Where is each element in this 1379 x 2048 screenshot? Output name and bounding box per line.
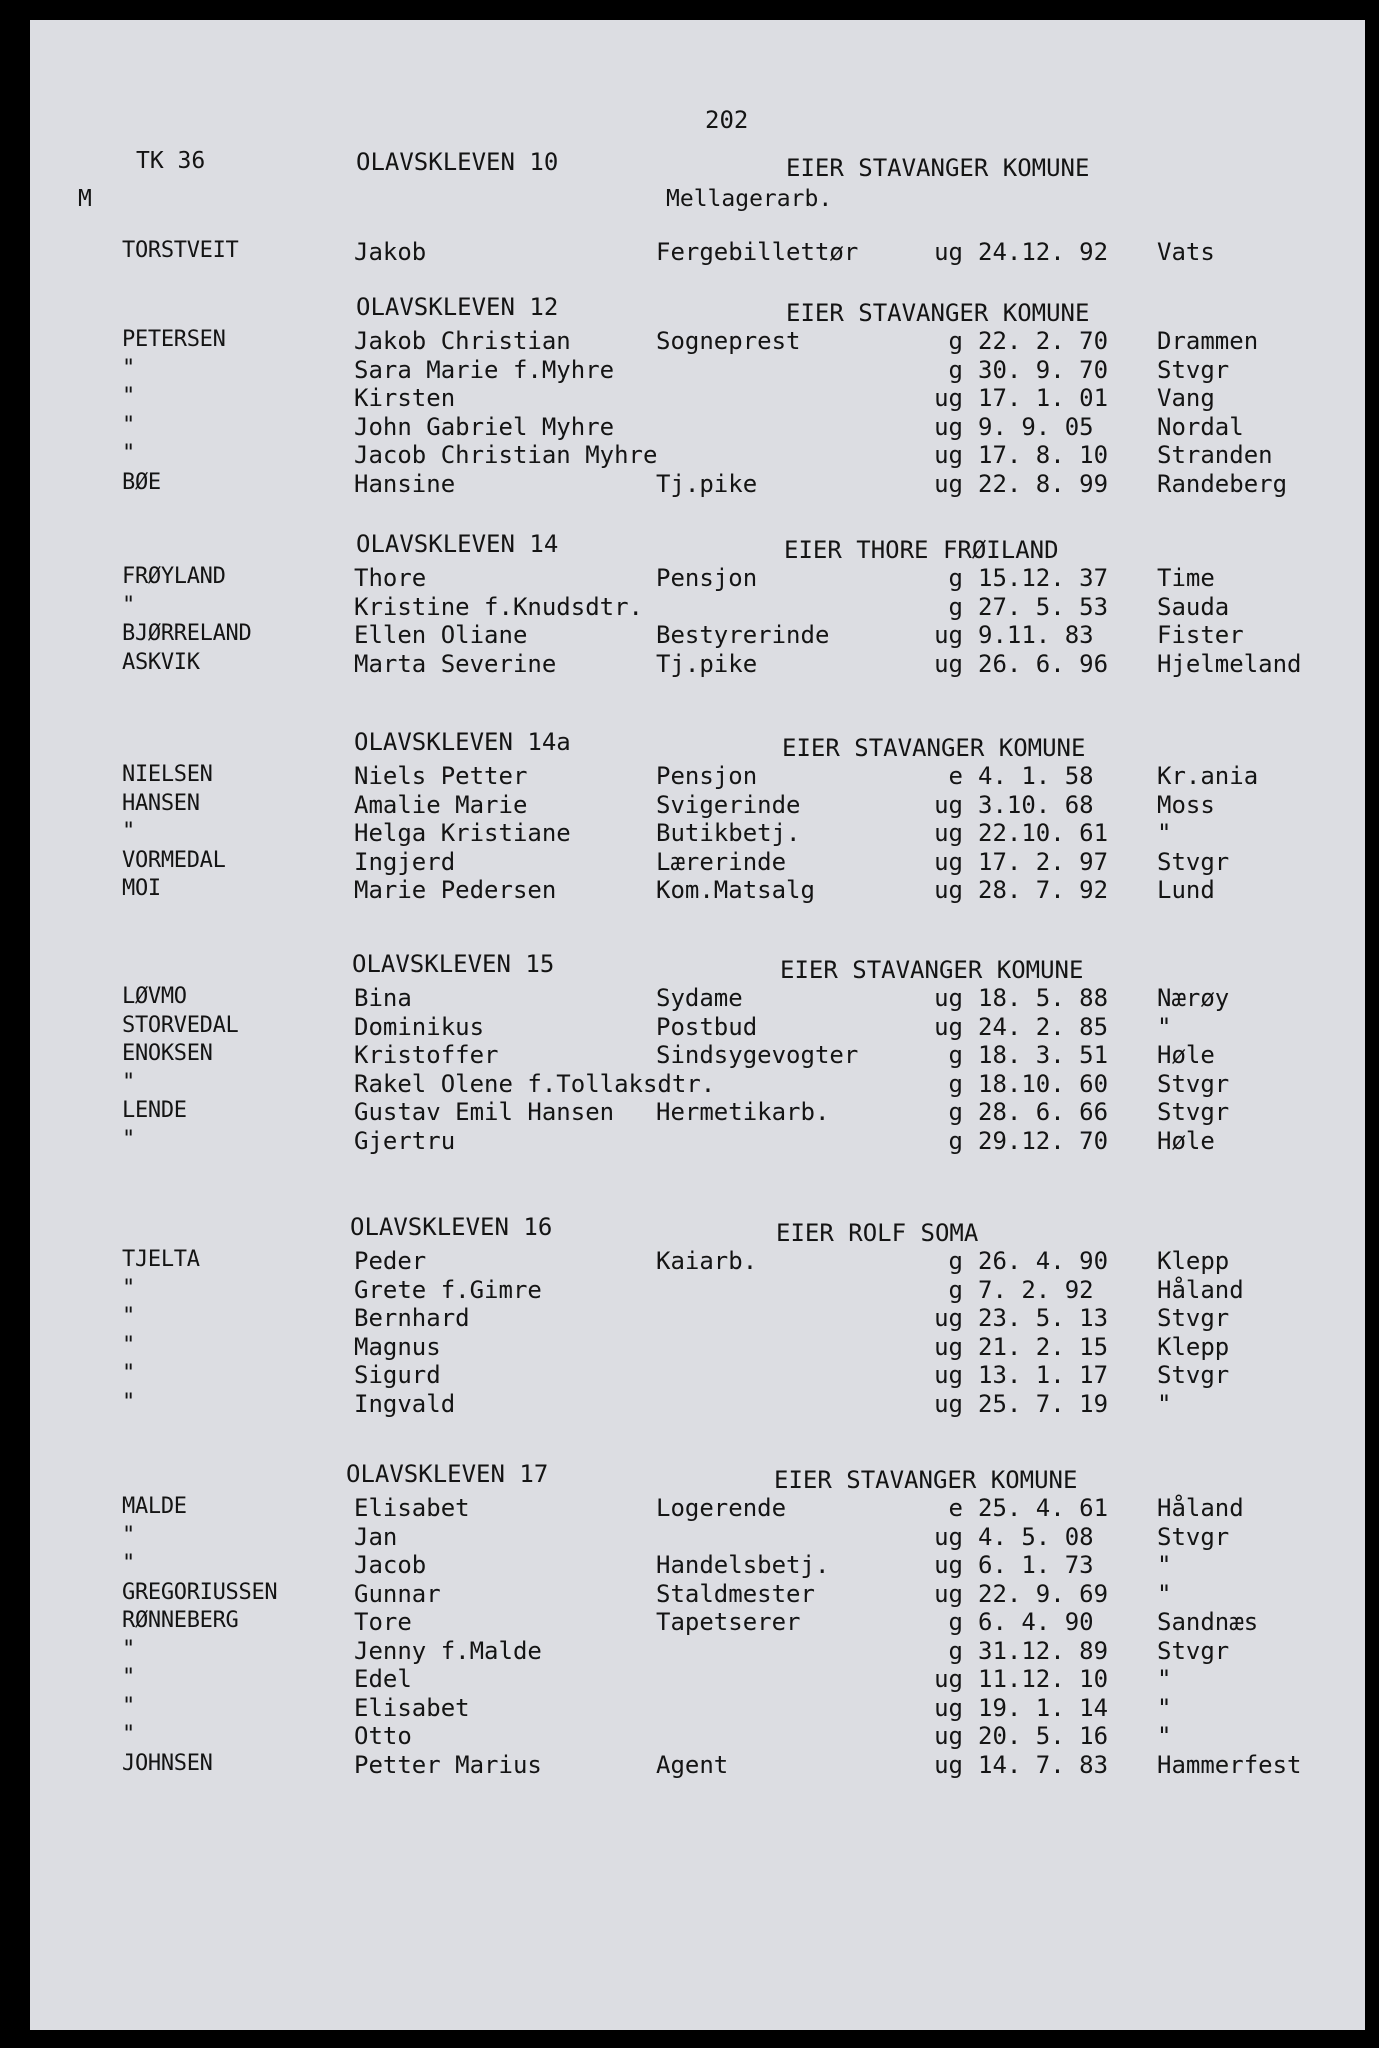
resident-given-name: Peder — [354, 1247, 427, 1275]
resident-surname: GREGORIUSSEN — [122, 1579, 278, 1605]
resident-given-name: Niels Petter — [354, 762, 528, 790]
resident-surname: ASKVIK — [122, 649, 200, 675]
owner-label: EIER STAVANGER KOMUNE — [780, 956, 1084, 984]
resident-row — [30, 1361, 1365, 1390]
resident-given-name: Gjertru — [354, 1126, 456, 1155]
birth-place: Sandnæs — [1157, 1608, 1259, 1636]
resident-occupation: Sogneprest — [656, 327, 801, 355]
marital-status: g — [948, 1126, 963, 1155]
resident-occupation: Sydame — [656, 984, 743, 1012]
resident-row — [30, 1098, 1365, 1127]
resident-row — [30, 1523, 1365, 1552]
resident-row — [30, 791, 1365, 820]
resident-given-name: Gustav Emil Hansen — [354, 1098, 615, 1126]
resident-row — [30, 1637, 1365, 1666]
marital-status: g — [948, 355, 963, 384]
resident-surname: " — [122, 441, 135, 466]
marital-status: g — [948, 1247, 963, 1275]
marital-status: ug — [934, 1389, 963, 1418]
resident-surname: MOI — [122, 876, 161, 901]
birth-date: 3.10. 68 — [978, 790, 1094, 819]
birth-place: Stvgr — [1157, 1361, 1230, 1389]
address-title: OLAVSKLEVEN 16 — [350, 1213, 553, 1241]
resident-given-name: Petter Marius — [354, 1750, 542, 1779]
resident-surname: " — [122, 1665, 135, 1690]
resident-surname: BJØRRELAND — [122, 621, 252, 646]
resident-surname: " — [122, 1636, 135, 1662]
document-page — [30, 20, 1365, 2030]
birth-date: 18. 3. 51 — [978, 1041, 1109, 1069]
resident-row — [30, 1694, 1365, 1723]
marital-status: ug — [934, 469, 963, 498]
birth-place: Vats — [1157, 238, 1215, 266]
birth-place: " — [1157, 819, 1172, 847]
resident-occupation: Pensjon — [656, 564, 758, 592]
resident-given-name: Thore — [354, 564, 427, 592]
birth-place: Nordal — [1157, 412, 1244, 441]
resident-row — [30, 1751, 1365, 1780]
resident-given-name: Ingjerd — [354, 847, 456, 876]
birth-date: 17. 8. 10 — [978, 441, 1109, 469]
birth-place: Nærøy — [1157, 984, 1230, 1012]
marital-status: ug — [934, 1665, 963, 1693]
resident-row — [30, 1127, 1365, 1156]
resident-surname: JOHNSEN — [122, 1750, 213, 1776]
marital-status: ug — [934, 649, 963, 678]
birth-date: 24.12. 92 — [978, 238, 1109, 266]
resident-occupation: Pensjon — [656, 762, 758, 790]
resident-occupation: Kaiarb. — [656, 1247, 758, 1275]
resident-given-name: Elisabet — [354, 1494, 470, 1522]
birth-place: Håland — [1157, 1275, 1244, 1304]
birth-date: 9.11. 83 — [978, 621, 1094, 649]
resident-surname: " — [122, 819, 135, 844]
marital-status: ug — [934, 1304, 963, 1332]
resident-list — [30, 762, 1365, 905]
resident-given-name: Dominikus — [354, 1012, 485, 1041]
birth-date: 30. 9. 70 — [978, 355, 1109, 384]
resident-row — [30, 1580, 1365, 1609]
birth-place: Hjelmeland — [1157, 649, 1302, 678]
birth-place: Randeberg — [1157, 469, 1288, 498]
owner-label: EIER THORE FRØILAND — [784, 536, 1059, 564]
resident-surname: FRØYLAND — [122, 564, 226, 589]
resident-surname: " — [122, 1275, 135, 1301]
resident-surname: " — [122, 592, 135, 618]
birth-place: Stvgr — [1157, 1636, 1230, 1665]
birth-date: 9. 9. 05 — [978, 412, 1094, 441]
owner-label: EIER STAVANGER KOMUNE — [786, 299, 1090, 327]
resident-given-name: Magnus — [354, 1332, 441, 1361]
resident-occupation: Tapetserer — [656, 1608, 801, 1636]
resident-surname: LENDE — [122, 1098, 187, 1123]
resident-occupation: Butikbetj. — [656, 819, 801, 847]
marital-status: ug — [934, 876, 963, 904]
birth-place: Høle — [1157, 1126, 1215, 1155]
resident-surname: BØE — [122, 469, 161, 495]
resident-surname: MALDE — [122, 1494, 187, 1519]
marital-status: ug — [934, 384, 963, 412]
resident-row — [30, 564, 1365, 593]
resident-row — [30, 441, 1365, 470]
resident-surname: " — [122, 1693, 135, 1719]
birth-place: Vang — [1157, 384, 1215, 412]
resident-occupation: Tj.pike — [656, 649, 758, 678]
birth-date: 22.10. 61 — [978, 819, 1109, 847]
marital-status: ug — [934, 1361, 963, 1389]
address-title: OLAVSKLEVEN 10 — [356, 148, 559, 176]
resident-given-name: Kirsten — [354, 384, 456, 412]
resident-given-name: Jacob Christian Myhre — [354, 441, 658, 469]
birth-place: Stvgr — [1157, 1304, 1230, 1332]
birth-date: 23. 5. 13 — [978, 1304, 1109, 1332]
birth-place: " — [1157, 1389, 1172, 1418]
marital-status: ug — [934, 412, 963, 441]
resident-row — [30, 1665, 1365, 1694]
resident-occupation: Svigerinde — [656, 790, 801, 819]
document-header — [30, 148, 1365, 188]
resident-occupation: Staldmester — [656, 1579, 815, 1608]
owner-label: EIER ROLF SOMA — [776, 1219, 979, 1247]
resident-surname: RØNNEBERG — [122, 1608, 239, 1633]
birth-place: Stvgr — [1157, 1069, 1230, 1098]
resident-row — [30, 327, 1365, 356]
owner-label: EIER STAVANGER KOMUNE — [786, 154, 1090, 182]
marital-status: g — [948, 1069, 963, 1098]
birth-date: 27. 5. 53 — [978, 592, 1109, 621]
resident-occupation: Hermetikarb. — [656, 1098, 830, 1126]
resident-given-name: Marie Pedersen — [354, 876, 557, 904]
resident-given-name: Bernhard — [354, 1304, 470, 1332]
marital-status: ug — [934, 847, 963, 876]
resident-given-name: Edel — [354, 1665, 412, 1693]
resident-list — [30, 327, 1365, 498]
marital-status: ug — [934, 238, 963, 266]
resident-surname: " — [122, 1361, 135, 1386]
marital-status: ug — [934, 819, 963, 847]
resident-given-name: Amalie Marie — [354, 790, 528, 819]
birth-place: Hammerfest — [1157, 1750, 1302, 1779]
resident-occupation: Handelsbetj. — [656, 1551, 830, 1579]
resident-surname: " — [122, 412, 135, 438]
resident-surname: LØVMO — [122, 984, 187, 1009]
resident-given-name: Jenny f.Malde — [354, 1636, 542, 1665]
resident-given-name: Tore — [354, 1608, 412, 1636]
marital-status: ug — [934, 1693, 963, 1722]
resident-row — [30, 762, 1365, 791]
resident-given-name: Helga Kristiane — [354, 819, 571, 847]
birth-date: 29.12. 70 — [978, 1126, 1109, 1155]
marital-status: ug — [934, 790, 963, 819]
resident-surname: TJELTA — [122, 1247, 200, 1272]
resident-surname: " — [122, 384, 135, 409]
birth-date: 20. 5. 16 — [978, 1722, 1109, 1750]
resident-row — [30, 593, 1365, 622]
birth-place: " — [1157, 1012, 1172, 1041]
resident-given-name: Jakob Christian — [354, 327, 571, 355]
margin-letter: M — [78, 186, 92, 212]
marital-status: ug — [934, 1332, 963, 1361]
resident-given-name: Marta Severine — [354, 649, 557, 678]
resident-row — [30, 470, 1365, 499]
birth-place: " — [1157, 1579, 1172, 1608]
birth-date: 11.12. 10 — [978, 1665, 1109, 1693]
birth-place: Fister — [1157, 621, 1244, 649]
marital-status: ug — [934, 1522, 963, 1551]
birth-place: Stvgr — [1157, 1098, 1230, 1126]
resident-row — [30, 1013, 1365, 1042]
resident-surname: " — [122, 1389, 135, 1415]
birth-date: 21. 2. 15 — [978, 1332, 1109, 1361]
birth-place: Stranden — [1157, 441, 1273, 469]
resident-row — [30, 848, 1365, 877]
resident-occupation: Postbud — [656, 1012, 758, 1041]
birth-date: 13. 1. 17 — [978, 1361, 1109, 1389]
resident-row — [30, 819, 1365, 848]
resident-list — [30, 1247, 1365, 1418]
resident-row — [30, 984, 1365, 1013]
birth-date: 4. 5. 08 — [978, 1522, 1094, 1551]
birth-date: 6. 1. 73 — [978, 1551, 1094, 1579]
owner-label: EIER STAVANGER KOMUNE — [782, 734, 1086, 762]
birth-place: Stvgr — [1157, 355, 1230, 384]
resident-given-name: Kristoffer — [354, 1041, 499, 1069]
marital-status: ug — [934, 1012, 963, 1041]
resident-row — [30, 1390, 1365, 1419]
marital-status: g — [948, 327, 963, 355]
resident-surname: " — [122, 1332, 135, 1358]
resident-surname: VORMEDAL — [122, 847, 226, 873]
birth-place: " — [1157, 1551, 1172, 1579]
resident-row — [30, 1333, 1365, 1362]
marital-status: e — [948, 1494, 963, 1522]
resident-row — [30, 1608, 1365, 1637]
resident-given-name: Sigurd — [354, 1361, 441, 1389]
birth-date: 22. 8. 99 — [978, 469, 1109, 498]
birth-place: Klepp — [1157, 1332, 1230, 1361]
birth-place: " — [1157, 1722, 1172, 1750]
resident-row — [30, 356, 1365, 385]
marital-status: ug — [934, 1579, 963, 1608]
birth-place: Moss — [1157, 790, 1215, 819]
marital-status: ug — [934, 621, 963, 649]
resident-occupation: Sindsygevogter — [656, 1041, 859, 1069]
resident-given-name: John Gabriel Myhre — [354, 412, 615, 441]
resident-given-name: Elisabet — [354, 1693, 470, 1722]
resident-occupation: Kom.Matsalg — [656, 876, 815, 904]
address-title: OLAVSKLEVEN 14 — [356, 530, 559, 558]
address-title: OLAVSKLEVEN 17 — [346, 1460, 549, 1488]
resident-surname: " — [122, 1069, 135, 1095]
marital-status: e — [948, 762, 963, 790]
birth-date: 6. 4. 90 — [978, 1608, 1094, 1636]
birth-date: 22. 2. 70 — [978, 327, 1109, 355]
resident-row — [30, 1247, 1365, 1276]
marital-status: ug — [934, 984, 963, 1012]
resident-given-name: Bina — [354, 984, 412, 1012]
resident-row — [30, 238, 1365, 267]
birth-date: 25. 7. 19 — [978, 1389, 1109, 1418]
resident-row — [30, 1276, 1365, 1305]
resident-given-name: Jakob — [354, 238, 427, 266]
resident-surname: " — [122, 355, 135, 381]
resident-surname: STORVEDAL — [122, 1012, 239, 1038]
resident-surname: " — [122, 1522, 135, 1548]
resident-row — [30, 650, 1365, 679]
birth-place: Kr.ania — [1157, 762, 1259, 790]
birth-place: Klepp — [1157, 1247, 1230, 1275]
birth-place: " — [1157, 1665, 1172, 1693]
resident-given-name: Jan — [354, 1522, 398, 1551]
birth-date: 28. 7. 92 — [978, 876, 1109, 904]
resident-row — [30, 1551, 1365, 1580]
resident-given-name: Ingvald — [354, 1389, 456, 1418]
birth-date: 7. 2. 92 — [978, 1275, 1094, 1304]
resident-list — [30, 238, 1365, 267]
birth-place: Drammen — [1157, 327, 1259, 355]
marital-status: g — [948, 1041, 963, 1069]
resident-occupation: Bestyrerinde — [656, 621, 830, 649]
birth-place: Lund — [1157, 876, 1215, 904]
resident-given-name: Hansine — [354, 469, 456, 498]
birth-date: 17. 1. 01 — [978, 384, 1109, 412]
resident-row — [30, 621, 1365, 650]
birth-date: 19. 1. 14 — [978, 1693, 1109, 1722]
birth-date: 26. 6. 96 — [978, 649, 1109, 678]
resident-list — [30, 984, 1365, 1155]
margin-row — [30, 186, 1365, 226]
birth-date: 31.12. 89 — [978, 1636, 1109, 1665]
birth-place: Time — [1157, 564, 1215, 592]
resident-surname: " — [122, 1722, 135, 1747]
birth-date: 14. 7. 83 — [978, 1750, 1109, 1779]
birth-date: 26. 4. 90 — [978, 1247, 1109, 1275]
birth-place: Høle — [1157, 1041, 1215, 1069]
marital-status: g — [948, 1275, 963, 1304]
register-reference: TK 36 — [136, 148, 206, 174]
birth-place: Sauda — [1157, 592, 1230, 621]
resident-given-name: Ellen Oliane — [354, 621, 528, 649]
birth-date: 4. 1. 58 — [978, 762, 1094, 790]
resident-row — [30, 1494, 1365, 1523]
resident-given-name: Sara Marie f.Myhre — [354, 355, 615, 384]
marital-status: ug — [934, 441, 963, 469]
resident-surname: ENOKSEN — [122, 1041, 213, 1066]
birth-date: 15.12. 37 — [978, 564, 1109, 592]
resident-row — [30, 384, 1365, 413]
birth-date: 17. 2. 97 — [978, 847, 1109, 876]
marital-status: g — [948, 592, 963, 621]
birth-date: 24. 2. 85 — [978, 1012, 1109, 1041]
resident-list — [30, 564, 1365, 678]
owner-label: EIER STAVANGER KOMUNE — [774, 1466, 1078, 1494]
marital-status: g — [948, 564, 963, 592]
resident-given-name: Jacob — [354, 1551, 427, 1579]
marital-status: ug — [934, 1551, 963, 1579]
birth-date: 28. 6. 66 — [978, 1098, 1109, 1126]
birth-date: 22. 9. 69 — [978, 1579, 1109, 1608]
resident-surname: HANSEN — [122, 790, 200, 816]
birth-place: Stvgr — [1157, 1522, 1230, 1551]
resident-given-name: Gunnar — [354, 1579, 441, 1608]
resident-given-name: Otto — [354, 1722, 412, 1750]
address-title: OLAVSKLEVEN 15 — [352, 950, 555, 978]
page-number: 202 — [705, 106, 749, 134]
birth-place: Stvgr — [1157, 847, 1230, 876]
birth-place: " — [1157, 1693, 1172, 1722]
resident-given-name: Grete f.Gimre — [354, 1275, 542, 1304]
resident-occupation: Logerende — [656, 1494, 787, 1522]
address-title: OLAVSKLEVEN 14a — [354, 728, 571, 756]
resident-occupation: Agent — [656, 1750, 729, 1779]
birth-date: 18. 5. 88 — [978, 984, 1109, 1012]
marital-status: ug — [934, 1750, 963, 1779]
resident-surname: TORSTVEIT — [122, 238, 239, 263]
resident-occupation: Lærerinde — [656, 847, 787, 876]
resident-surname: PETERSEN — [122, 327, 226, 352]
resident-surname: " — [122, 1551, 135, 1576]
resident-given-name: Kristine f.Knudsdtr. — [354, 592, 643, 621]
resident-surname: NIELSEN — [122, 762, 213, 787]
resident-given-name: Rakel Olene f.Tollaksdtr. — [354, 1069, 716, 1098]
resident-occupation: Fergebillettør — [656, 238, 859, 266]
resident-row — [30, 1722, 1365, 1751]
resident-list — [30, 1494, 1365, 1779]
birth-place: Håland — [1157, 1494, 1244, 1522]
resident-surname: " — [122, 1126, 135, 1152]
resident-row — [30, 876, 1365, 905]
resident-row — [30, 413, 1365, 442]
marital-status: g — [948, 1098, 963, 1126]
marital-status: ug — [934, 1722, 963, 1750]
marital-status: g — [948, 1608, 963, 1636]
resident-surname: " — [122, 1304, 135, 1329]
resident-row — [30, 1304, 1365, 1333]
resident-row — [30, 1070, 1365, 1099]
resident-occupation: Tj.pike — [656, 469, 758, 498]
birth-date: 25. 4. 61 — [978, 1494, 1109, 1522]
resident-row — [30, 1041, 1365, 1070]
birth-date: 18.10. 60 — [978, 1069, 1109, 1098]
address-title: OLAVSKLEVEN 12 — [356, 293, 559, 321]
marital-status: g — [948, 1636, 963, 1665]
header-note: Mellagerarb. — [666, 186, 833, 212]
